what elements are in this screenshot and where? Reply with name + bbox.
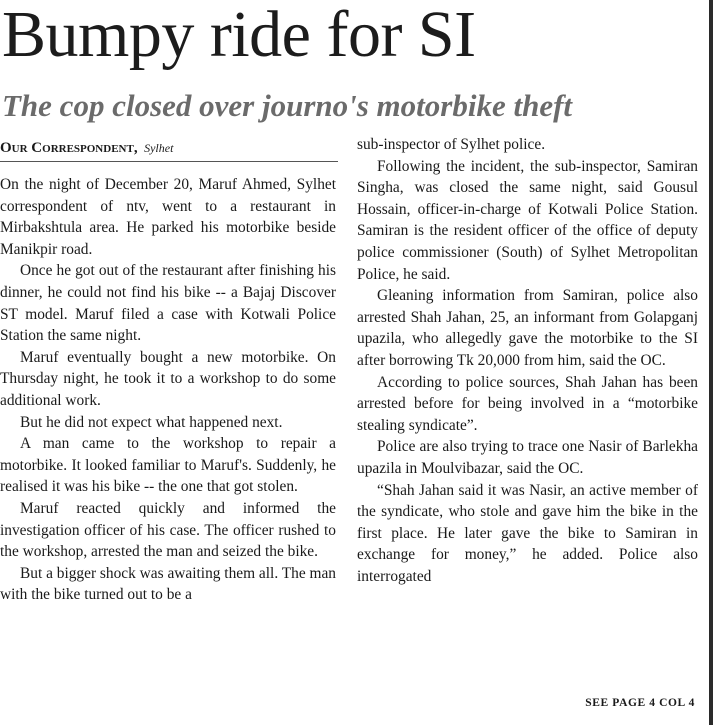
paragraph: Maruf eventually bought a new motorbike. On Thursday night, he took it to a workshop to do some additional work. [0, 348, 336, 409]
article-column-1 [0, 174, 336, 606]
paragraph: Maruf reacted quickly and informed the investigation officer of his case. The officer rushed to the workshop, arrested the man and seized the bike. [0, 499, 336, 561]
paragraph: Gleaning information from Samiran, police also arrested Shah Jahan, 25, an informant from Golapganj upazila, who allegedly gave the motorbike to the SI after borrowing Tk 20,000 from him, said the OC. [357, 287, 698, 369]
paragraph: But he did not expect what happened next. [20, 413, 283, 431]
paragraph: But a bigger shock was awaiting them all. The man with the bike turned out to be a [0, 564, 337, 604]
byline-place: Sylhet [144, 141, 174, 155]
continuation-jump-line: SEE PAGE 4 COL 4 [585, 697, 695, 709]
paragraph: “Shah Jahan said it was Nasir, an active member of the syndicate, who stole and gave him the bike in the first place. He later gave the bike to Samiran in exchange for money,” he added. Police also interrogated [357, 481, 698, 585]
paragraph: A man came to the workshop to repair a motorbike. It looked familiar to Maruf's. Suddenly, he realised it was his bike -- the one that got stolen. [0, 435, 336, 496]
subheadline: The cop closed over journo's motorbike theft [2, 88, 573, 123]
paragraph: Following the incident, the sub-inspector, Samiran Singha, was closed the same night, said Gousul Hossain, officer-in-charge of Kotwali Police Station. Samiran is the resident officer of the office of deputy police commissioner (South) of Sylhet Metropolitan Police, he said. [357, 157, 698, 283]
paragraph: Police are also trying to trace one Nasir of Barlekha upazila in Moulvibazar, said the OC. [357, 438, 698, 477]
paragraph: According to police sources, Shah Jahan has been arrested before for being involved in a “motorbike stealing syndicate”. [357, 373, 698, 434]
paragraph: On the night of December 20, Maruf Ahmed, Sylhet correspondent of ntv, went to a restaurant in Mirbakshtula area. He parked his motorbike beside Manikpir road. [0, 176, 336, 258]
headline: Bumpy ride for SI [2, 0, 476, 71]
byline-name: Our Correspondent, [0, 140, 138, 156]
article-column-2 [357, 134, 698, 587]
paragraph: Once he got out of the restaurant after finishing his dinner, he could not find his bike -- a Bajaj Discover ST model. Maruf filed a case with Kotwali Police Station the same night. [0, 262, 336, 345]
page-edge-divider [709, 0, 713, 725]
byline [0, 138, 338, 162]
paragraph-continued: sub-inspector of Sylhet police. [357, 136, 546, 153]
